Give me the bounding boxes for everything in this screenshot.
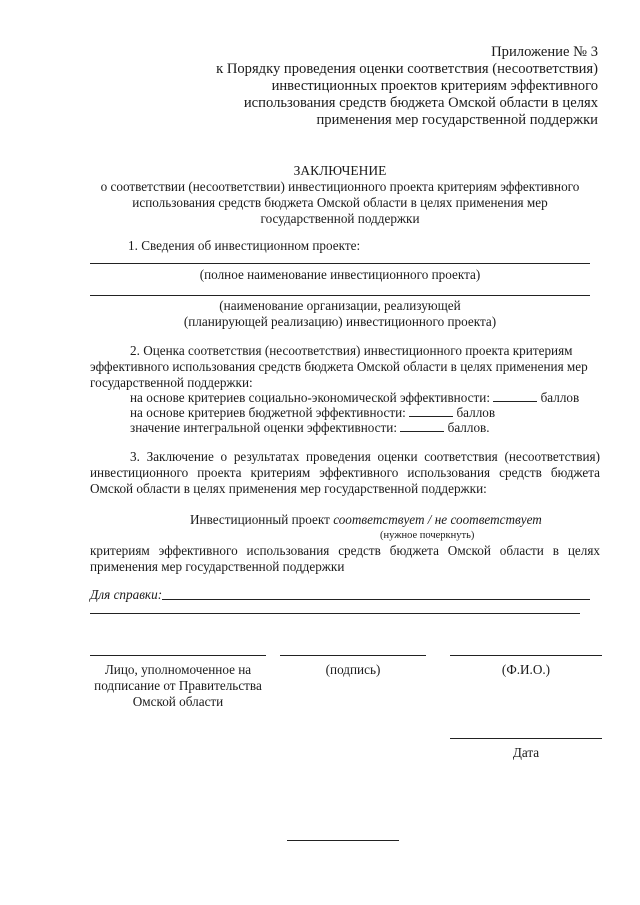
verdict-options[interactable]: соответствует / не соответствует <box>333 512 542 527</box>
document-heading <box>60 163 620 227</box>
criterion-score-field[interactable] <box>409 405 453 417</box>
section2-line: эффективного использования средств бюджета Омской области в целях применения мер <box>90 358 588 374</box>
appendix-line: инвестиционных проектов критериям эффективного <box>271 77 598 94</box>
document-title: ЗАКЛЮЧЕНИЕ <box>293 163 387 178</box>
section3 <box>90 449 600 497</box>
verdict-prefix: Инвестиционный проект <box>190 512 330 527</box>
appendix-line: к Порядку проведения оценки соответствия (несоответствия) <box>216 60 598 77</box>
section3-line: инвестиционного проекта критериям эффективного использования средств бюджета <box>90 464 600 480</box>
footer-divider <box>287 840 399 841</box>
date-line[interactable] <box>450 738 602 739</box>
document-subtitle: использования средств бюджета Омской области в целях применения мер <box>132 195 548 211</box>
verdict-row <box>190 512 542 528</box>
reference-line[interactable] <box>90 613 580 614</box>
authorized-person-line <box>90 655 266 656</box>
authorized-person-caption-line: Лицо, уполномоченное на <box>104 662 252 677</box>
organization-caption-line: (планирующей реализацию) инвестиционного проекта) <box>183 313 497 329</box>
verdict-continuation-line: применения мер государственной поддержки <box>90 558 345 574</box>
criterion-row <box>130 405 495 421</box>
appendix-block <box>78 44 598 129</box>
reference-label: Для справки: <box>90 587 163 602</box>
section1-title: 1. Сведения об инвестиционном проекте: <box>128 238 361 253</box>
criterion-row <box>130 390 579 406</box>
section3-line: 3. Заключение о результатах проведения оценки соответствия (несоответствия) <box>130 449 600 464</box>
criterion-row <box>130 420 490 436</box>
full-name-caption: (Ф.И.О.) <box>501 662 551 677</box>
section2-line: государственной поддержки: <box>90 374 253 390</box>
authorized-person-caption-line: подписание от Правительства <box>94 677 262 693</box>
date-caption: Дата <box>512 745 540 760</box>
organization-caption <box>90 298 590 330</box>
verdict-continuation <box>90 543 600 575</box>
section2 <box>90 343 602 391</box>
project-name-line[interactable] <box>90 263 590 264</box>
signature-line[interactable] <box>280 655 426 656</box>
signature-caption: (подпись) <box>325 662 381 677</box>
full-name-line[interactable] <box>450 655 602 656</box>
section3-line: Омской области в целях применения мер государственной поддержки: <box>90 480 487 496</box>
appendix-line: применения мер государственной поддержки <box>316 111 598 128</box>
criterion-unit: баллов <box>540 390 580 405</box>
reference-line[interactable] <box>162 599 590 600</box>
appendix-line: использования средств бюджета Омской области в целях <box>243 94 598 111</box>
criterion-score-field[interactable] <box>493 390 537 402</box>
criterion-label: на основе критериев социально-экономической эффективности: <box>130 390 490 405</box>
document-subtitle: государственной поддержки <box>260 210 420 226</box>
strike-note: (нужное почеркнуть) <box>380 530 475 541</box>
authorized-person-caption <box>90 662 266 710</box>
organization-line[interactable] <box>90 295 590 296</box>
verdict-continuation-line: критериям эффективного использования средств бюджета Омской области в целях <box>90 543 600 558</box>
section2-line: 2. Оценка соответствия (несоответствия) инвестиционного проекта критериям <box>130 343 573 358</box>
criterion-unit: баллов. <box>447 420 490 435</box>
document-subtitle: о соответствии (несоответствии) инвестиционного проекта критериям эффективного <box>100 179 580 195</box>
appendix-number: Приложение № 3 <box>491 44 598 60</box>
organization-caption-line: (наименование организации, реализующей <box>219 298 461 313</box>
criterion-label: значение интегральной оценки эффективности: <box>130 420 398 435</box>
project-name-caption: (полное наименование инвестиционного проекта) <box>199 267 481 282</box>
authorized-person-caption-line: Омской области <box>132 693 224 709</box>
criterion-unit: баллов <box>456 405 496 420</box>
criterion-score-field[interactable] <box>400 420 444 432</box>
criterion-label: на основе критериев бюджетной эффективности: <box>130 405 406 420</box>
